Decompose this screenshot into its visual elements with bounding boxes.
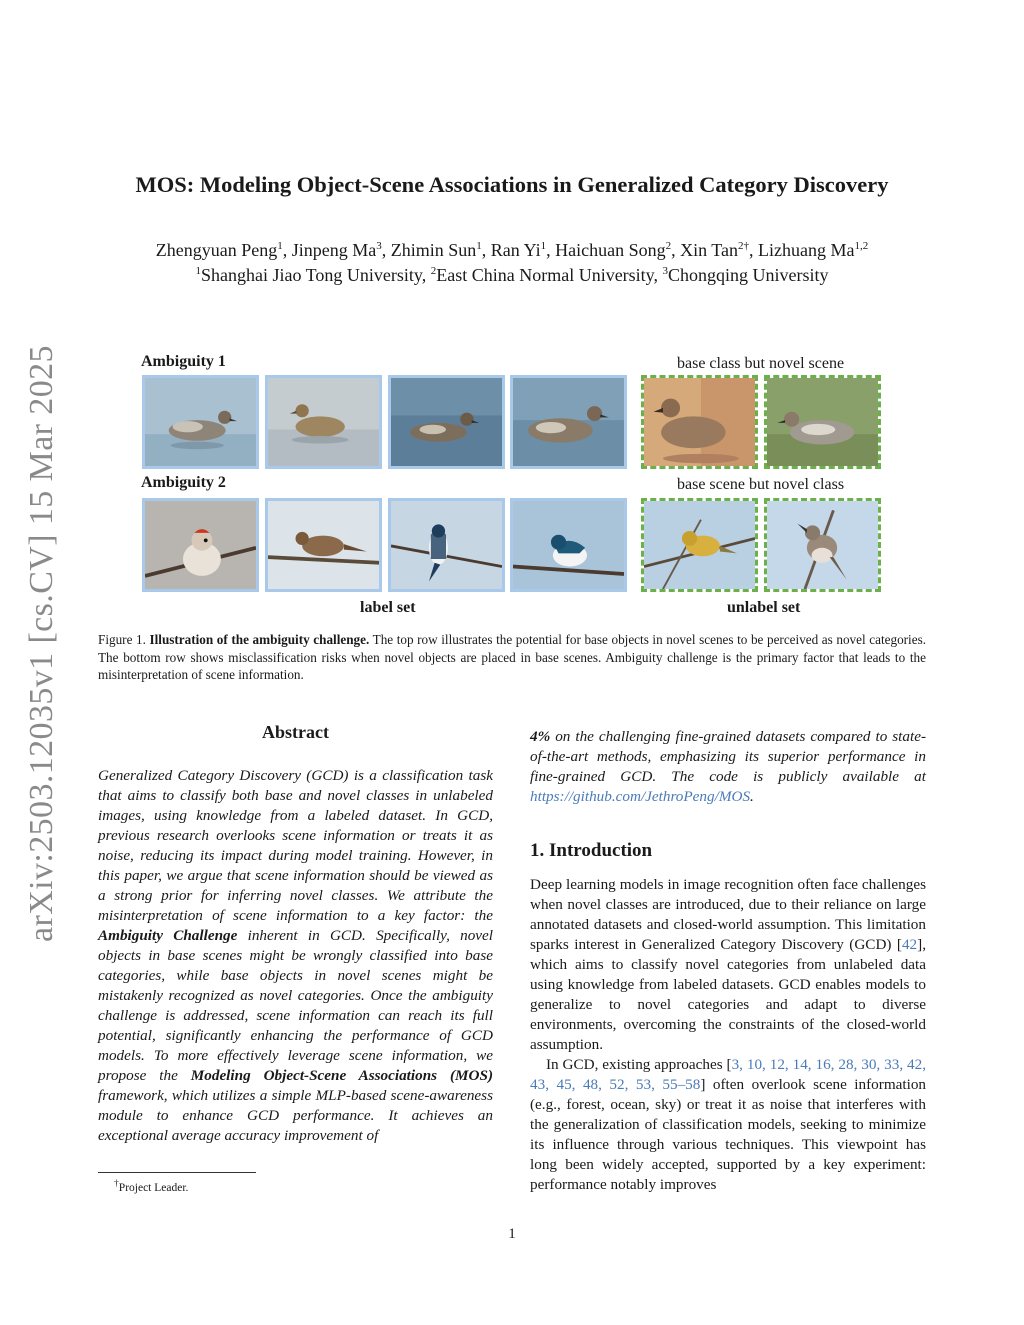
author-affil-mark: 1,2 (854, 240, 869, 252)
abstract-emph: Ambiguity Challenge (98, 927, 238, 944)
caption-prefix: Figure 1. (98, 632, 150, 647)
abstract-text: framework, which utilizes a simple MLP-based scene-awareness module to enhance GCD performance. It achieves an exceptional average accuracy improvement of (98, 1087, 493, 1144)
intro-heading: 1. Introduction (530, 840, 653, 861)
citation-link[interactable]: 42 (901, 936, 918, 953)
page-number: 1 (508, 1226, 516, 1242)
affiliation-name: Chongqing University (668, 265, 829, 285)
ambiguity-1-label: Ambiguity 1 (141, 353, 226, 370)
abstract-body (98, 766, 493, 1146)
abstract-text: on the challenging fine-grained datasets compared to state-of-the-art methods, emphasizing its superior performance in fine-grained GCD. The code is publicly available at (530, 728, 926, 785)
footnote-mark: † (114, 1178, 119, 1189)
affil-mark: 2 (430, 265, 437, 277)
author-name: Jinpeng Ma (291, 240, 377, 260)
figure-image (142, 375, 259, 469)
author-block (60, 238, 964, 288)
author-separator: , (282, 240, 292, 260)
abstract-heading: Abstract (262, 722, 329, 742)
author-separator: , (481, 240, 491, 260)
author-affil-mark: 1 (277, 240, 283, 252)
citation-link[interactable]: 3, 10, 12, 14, 16, 28, 30, 33, 42, 43, 45, 48, 52, 53, 55–58 (530, 1056, 926, 1093)
figure-image (388, 375, 505, 469)
figure-image (641, 375, 758, 469)
intro-text: In GCD, existing approaches [ (546, 1056, 732, 1073)
author-affil-mark: 1 (476, 240, 482, 252)
abstract-text: inherent in GCD. Specifically, novel objects in base scenes might be wrongly classified into base categories, while base objects in novel scenes might be mistakenly recognized as novel categories. Once the ambiguity challenge is addressed, scene information can reach its full potential, significantly enhancing the performance of GCD models. To more effectively leverage scene information, we propose the (98, 927, 493, 1084)
affil-mark: 3 (662, 265, 669, 277)
author-separator: , (381, 240, 391, 260)
author-name: Xin Tan (680, 240, 738, 260)
footnote (114, 1178, 188, 1194)
intro-text: ], which aims to classify novel categories from unlabeled data using knowledge from labeled datasets. GCD enables models to generalize to novel categories and adapt to diverse environments, overcoming the constraints of the closed-world assumption. (530, 936, 926, 1053)
abstract-text: . (750, 788, 754, 805)
author-separator: , (671, 240, 681, 260)
caption-title: Illustration of the ambiguity challenge. (149, 632, 370, 647)
figure-image (265, 375, 382, 469)
row1-note: base class but novel scene (677, 355, 845, 372)
caption-text: The top row illustrates the potential for base objects in novel scenes to be perceived as novel categories. The bottom row shows misclassification risks when novel objects are placed in base scenes. Ambiguity challenge is the primary factor that leads to the misinterpretation of scene information. (98, 632, 926, 683)
figure-image (510, 375, 627, 469)
intro-text: ] often overlook scene information (e.g., forest, ocean, sky) or treat it as noise that interferes with the generalization of classification models, seeking to minimize its influence through various techniques. This viewpoint has long been widely accepted, supported by a key experiment: performance notably improves (530, 1076, 927, 1193)
row2-note: base scene but novel class (677, 476, 845, 493)
author-name: Zhimin Sun (390, 240, 477, 260)
figure-image (641, 498, 758, 592)
intro-body (530, 875, 926, 1195)
figure-image (764, 498, 881, 592)
affiliation-name: East China Normal University, (436, 265, 663, 285)
code-link[interactable]: https://github.com/JethroPeng/MOS (530, 788, 751, 805)
affil-mark: 1 (195, 265, 201, 277)
affiliation-list (60, 263, 964, 288)
figure-caption (98, 631, 926, 684)
figure-image (265, 498, 382, 592)
abstract-text: Generalized Category Discovery (GCD) is a classification task that aims to classify both base and novel classes in unlabeled images, using knowledge from a labeled dataset. In GCD, previous research overlooks scene information or treats it as noise, reducing its impact during model training. However, in this paper, we argue that scene information should be viewed as a strong prior for inferring novel classes. We attribute the misinterpretation of scene information to a key factor: the (98, 767, 493, 924)
author-name: Lizhuang Ma (758, 240, 855, 260)
footnote-text: Project Leader. (118, 1181, 189, 1194)
figure-image (510, 498, 627, 592)
author-list (60, 238, 964, 263)
author-affil-mark: 1 (540, 240, 547, 252)
label-set-label: label set (360, 599, 416, 616)
abstract-emph: Modeling Object-Scene Associations (MOS) (190, 1067, 493, 1084)
figure-image (764, 375, 881, 469)
abstract-emph: 4% (530, 728, 551, 745)
unlabel-set-label: unlabel set (727, 599, 801, 616)
author-separator: , (749, 240, 758, 260)
intro-text: Deep learning models in image recognition often face challenges when novel classes are introduced, due to their reliance on large annotated datasets and closed-world assumption. This limitation sparks interest in Generalized Category Discovery (GCD) [ (530, 876, 926, 953)
author-affil-mark: 2 (665, 240, 672, 252)
affiliation-name: Shanghai Jiao Tong University, (200, 265, 431, 285)
author-name: Ran Yi (490, 240, 541, 260)
author-separator: , (546, 240, 556, 260)
author-name: Zhengyuan Peng (155, 240, 278, 260)
paper-title: MOS: Modeling Object-Scene Associations in Generalized Category Discovery (135, 172, 889, 197)
ambiguity-2-label: Ambiguity 2 (141, 474, 226, 491)
arxiv-stamp: arXiv:2503.12035v1 [cs.CV] 15 Mar 2025 (23, 345, 60, 942)
author-affil-mark: 3 (376, 240, 382, 252)
figure-image (388, 498, 505, 592)
figure-image (142, 498, 259, 592)
author-affil-mark: 2† (738, 240, 749, 252)
author-name: Haichuan Song (555, 240, 666, 260)
footnote-rule (98, 1172, 256, 1173)
abstract-body-cont (530, 727, 926, 807)
